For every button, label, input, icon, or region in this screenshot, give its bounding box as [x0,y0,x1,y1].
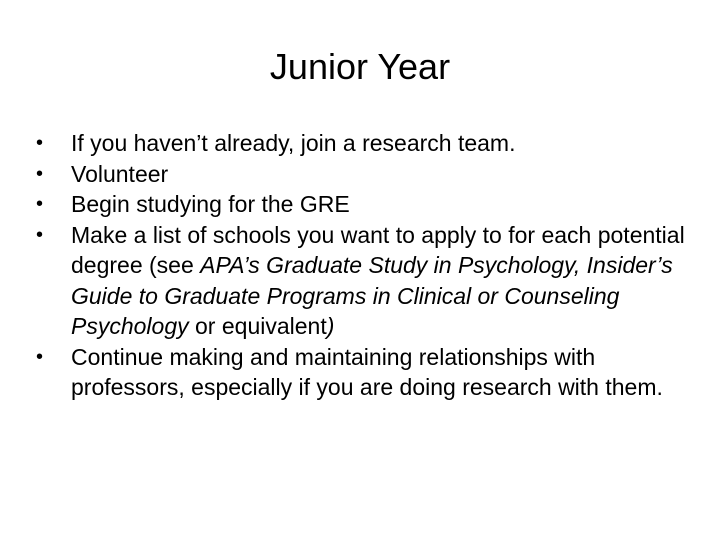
book-titles: APA’s Graduate Study in Psychology, Insider’s Guide to Graduate Programs in Clinical or Counseling Psychology [71,252,673,339]
bullet-icon: • [36,162,44,185]
bullet-item-gre [36,189,686,220]
bullet-text-part: or equivalent [188,313,327,339]
bullet-item-relationships [36,342,686,403]
slide-title: Junior Year [269,46,451,87]
bullet-text: Continue making and maintaining relationships with professors, especially if you are doing research with them. [71,343,663,400]
bullet-item-join-research-team [36,128,686,159]
bullet-icon: • [36,193,44,215]
bullet-item-school-list [36,220,686,342]
bullet-text: Volunteer [71,160,169,187]
bullet-text: If you haven’t already, join a research team. [71,130,516,156]
bullet-list [36,128,686,403]
closing-paren: ) [326,313,335,339]
bullet-item-volunteer [36,159,686,190]
bullet-icon: • [36,345,44,368]
bullet-icon: • [36,223,44,246]
bullet-text: Begin studying for the GRE [71,191,350,217]
bullet-text-part: Make a list of schools you want to apply to for each potential degree (see [71,221,685,278]
bullet-icon: • [36,132,44,154]
